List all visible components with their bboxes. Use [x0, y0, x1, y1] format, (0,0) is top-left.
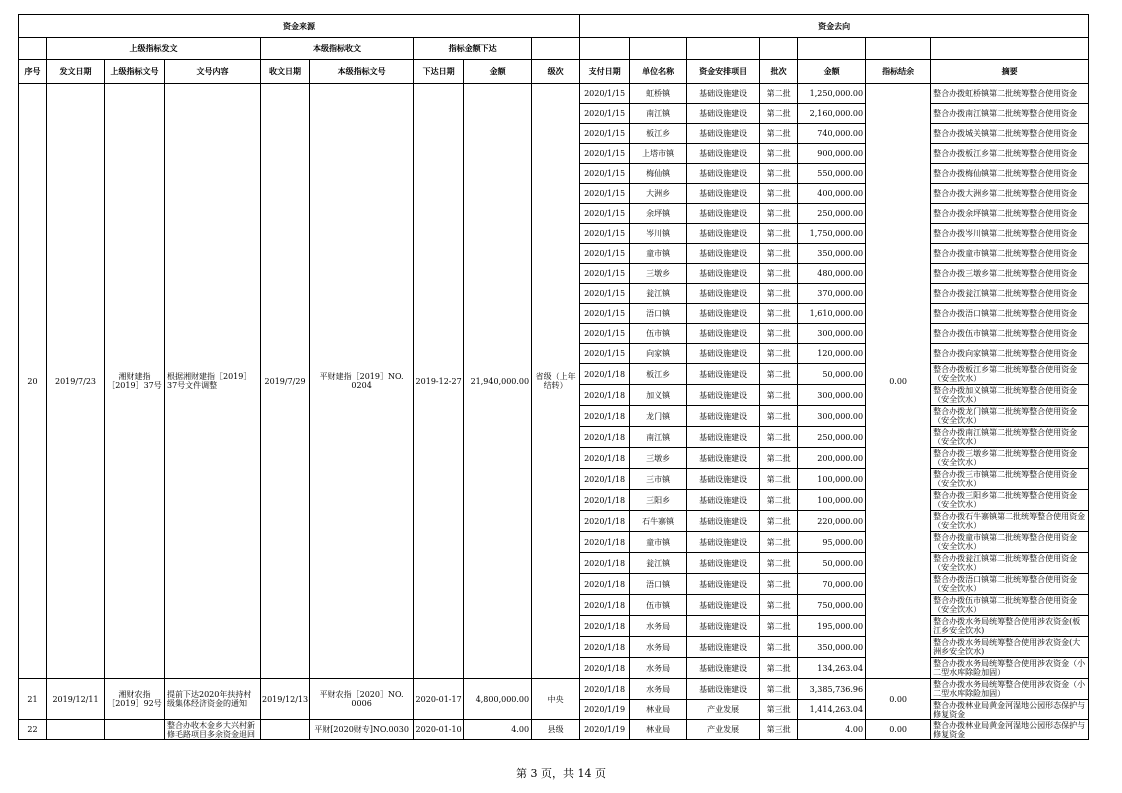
unit-cell: 水务局: [630, 637, 687, 658]
project-cell: 基础设施建设: [687, 344, 760, 364]
local-no-cell: 平财[2020财专]NO.0030: [310, 720, 414, 740]
pay-date-cell: 2020/1/18: [580, 385, 630, 406]
unit-cell: 水务局: [630, 658, 687, 679]
blank-cell: [532, 38, 580, 60]
project-cell: 基础设施建设: [687, 324, 760, 344]
summary-cell: 整合办拨板江乡第二批统筹整合使用资金: [931, 144, 1089, 164]
batch-cell: 第二批: [760, 637, 798, 658]
col-header: 单位名称: [630, 60, 687, 84]
unit-cell: 虹桥镇: [630, 84, 687, 104]
project-cell: 基础设施建设: [687, 124, 760, 144]
pay-date-cell: 2020/1/18: [580, 406, 630, 427]
unit-cell: 南江镇: [630, 104, 687, 124]
summary-cell: 整合办拨伍市镇第二批统筹整合使用资金（安全饮水）: [931, 595, 1089, 616]
pay-date-cell: 2020/1/18: [580, 469, 630, 490]
local-no-cell: 平财建指［2019］NO. 0204: [310, 84, 414, 679]
blank-cell: [760, 38, 798, 60]
unit-cell: 瓮江镇: [630, 284, 687, 304]
pay-amount-cell: 550,000.00: [798, 164, 866, 184]
pay-date-cell: 2020/1/15: [580, 304, 630, 324]
unit-cell: 水务局: [630, 616, 687, 637]
batch-cell: 第二批: [760, 224, 798, 244]
pay-amount-cell: 100,000.00: [798, 490, 866, 511]
unit-cell: 龙门镇: [630, 406, 687, 427]
pay-amount-cell: 480,000.00: [798, 264, 866, 284]
pay-date-cell: 2020/1/18: [580, 679, 630, 700]
content-cell: 根据湘财建指［2019］37号文件调整: [165, 84, 261, 679]
summary-cell: 整合办拨瓮江镇第二批统筹整合使用资金（安全饮水）: [931, 553, 1089, 574]
summary-cell: 整合办拨童市镇第二批统筹整合使用资金: [931, 244, 1089, 264]
unit-cell: 伍市镇: [630, 324, 687, 344]
unit-cell: 三墩乡: [630, 448, 687, 469]
pay-amount-cell: 200,000.00: [798, 448, 866, 469]
project-cell: 基础设施建设: [687, 490, 760, 511]
project-cell: 基础设施建设: [687, 364, 760, 385]
project-cell: 基础设施建设: [687, 104, 760, 124]
batch-cell: 第三批: [760, 700, 798, 720]
project-cell: 基础设施建设: [687, 264, 760, 284]
project-cell: 基础设施建设: [687, 144, 760, 164]
batch-cell: 第二批: [760, 553, 798, 574]
batch-cell: 第二批: [760, 511, 798, 532]
project-cell: 基础设施建设: [687, 385, 760, 406]
unit-cell: 向家镇: [630, 344, 687, 364]
summary-cell: 整合办拨南江镇第二批统筹整合使用资金（安全饮水）: [931, 427, 1089, 448]
project-cell: 基础设施建设: [687, 427, 760, 448]
unit-cell: 梅仙镇: [630, 164, 687, 184]
batch-cell: 第二批: [760, 616, 798, 637]
pay-date-cell: 2020/1/18: [580, 427, 630, 448]
batch-cell: 第二批: [760, 144, 798, 164]
pay-date-cell: 2020/1/18: [580, 574, 630, 595]
pay-amount-cell: 50,000.00: [798, 364, 866, 385]
batch-cell: 第二批: [760, 364, 798, 385]
project-cell: 基础设施建设: [687, 658, 760, 679]
unit-cell: 林业局: [630, 720, 687, 740]
summary-cell: 整合办拨三市镇第二批统筹整合使用资金（安全饮水）: [931, 469, 1089, 490]
destination-header: 资金去向: [580, 15, 1089, 38]
col-header: 级次: [532, 60, 580, 84]
source-header: 资金来源: [19, 15, 580, 38]
pay-amount-cell: 350,000.00: [798, 244, 866, 264]
batch-cell: 第二批: [760, 448, 798, 469]
pay-date-cell: 2020/1/18: [580, 364, 630, 385]
summary-cell: 整合办拨瓮江镇第二批统筹整合使用资金: [931, 284, 1089, 304]
pay-date-cell: 2020/1/15: [580, 164, 630, 184]
pay-date-cell: 2020/1/15: [580, 204, 630, 224]
blank-cell: [931, 38, 1089, 60]
summary-cell: 整合办拨大洲乡第二批统筹整合使用资金: [931, 184, 1089, 204]
batch-cell: 第二批: [760, 104, 798, 124]
table-row: [19, 84, 1089, 104]
pay-amount-cell: 300,000.00: [798, 324, 866, 344]
project-cell: 产业发展: [687, 720, 760, 740]
blank-cell: [687, 38, 760, 60]
pay-date-cell: 2020/1/19: [580, 720, 630, 740]
unit-cell: 三市镇: [630, 469, 687, 490]
pay-amount-cell: 300,000.00: [798, 406, 866, 427]
local-header: 本级指标收文: [261, 38, 414, 60]
summary-cell: 整合办拨石牛寨镇第二批统筹整合使用资金（安全饮水）: [931, 511, 1089, 532]
summary-cell: 整合办拨童市镇第二批统筹整合使用资金（安全饮水）: [931, 532, 1089, 553]
summary-cell: 整合办拨余坪镇第二批统筹整合使用资金: [931, 204, 1089, 224]
pay-date-cell: 2020/1/19: [580, 700, 630, 720]
batch-cell: 第二批: [760, 264, 798, 284]
pay-amount-cell: 70,000.00: [798, 574, 866, 595]
local-no-cell: 平财农指［2020］NO. 0006: [310, 679, 414, 720]
unit-cell: 伍市镇: [630, 595, 687, 616]
pay-amount-cell: 50,000.00: [798, 553, 866, 574]
col-header: 序号: [19, 60, 47, 84]
batch-cell: 第二批: [760, 204, 798, 224]
pay-amount-cell: 400,000.00: [798, 184, 866, 204]
pay-amount-cell: 1,414,263.04: [798, 700, 866, 720]
issue-date-cell: [47, 720, 105, 740]
pay-date-cell: 2020/1/15: [580, 144, 630, 164]
seq-cell: 20: [19, 84, 47, 679]
project-cell: 基础设施建设: [687, 184, 760, 204]
pay-date-cell: 2020/1/15: [580, 104, 630, 124]
summary-cell: 整合办拨水务局统筹整合使用涉农资金(板江乡安全饮水): [931, 616, 1089, 637]
unit-cell: 余坪镇: [630, 204, 687, 224]
col-header: 金额: [798, 60, 866, 84]
summary-cell: 整合办拨加义镇第二批统筹整合使用资金（安全饮水）: [931, 385, 1089, 406]
pay-date-cell: 2020/1/18: [580, 616, 630, 637]
batch-cell: 第二批: [760, 406, 798, 427]
release-date-cell: 2019-12-27: [414, 84, 464, 679]
pay-amount-cell: 350,000.00: [798, 637, 866, 658]
summary-cell: 整合办拨城关镇第二批统筹整合使用资金: [931, 124, 1089, 144]
content-cell: 提前下达2020年扶持村级集体经济资金的通知: [165, 679, 261, 720]
summary-cell: 整合办拨水务局统筹整合使用涉农资金(大洲乡安全饮水): [931, 637, 1089, 658]
summary-cell: 整合办拨梅仙镇第二批统筹整合使用资金: [931, 164, 1089, 184]
amount-cell: 4,800,000.00: [464, 679, 532, 720]
pay-date-cell: 2020/1/18: [580, 511, 630, 532]
content-cell: 整合办收木金乡大兴村新修毛路项目多余资金退回: [165, 720, 261, 740]
batch-cell: 第二批: [760, 490, 798, 511]
summary-cell: 整合办拨林业局黄金河湿地公园形态保护与修复资金: [931, 720, 1089, 740]
blank-cell: [19, 38, 47, 60]
level-cell: 县级: [532, 720, 580, 740]
ledger-body: [19, 84, 1089, 740]
page-footer: 第 3 页，共 14 页: [516, 767, 606, 780]
summary-cell: 整合办拨三墩乡第二批统筹整合使用资金（安全饮水）: [931, 448, 1089, 469]
pay-amount-cell: 250,000.00: [798, 204, 866, 224]
pay-date-cell: 2020/1/18: [580, 448, 630, 469]
unit-cell: 童市镇: [630, 532, 687, 553]
receive-date-cell: 2019/12/13: [261, 679, 310, 720]
receive-date-cell: 2019/7/29: [261, 84, 310, 679]
balance-cell: 0.00: [866, 84, 931, 679]
superior-no-cell: [105, 720, 165, 740]
pay-amount-cell: 370,000.00: [798, 284, 866, 304]
batch-cell: 第二批: [760, 324, 798, 344]
seq-cell: 21: [19, 679, 47, 720]
project-cell: 基础设施建设: [687, 469, 760, 490]
pay-amount-cell: 1,750,000.00: [798, 224, 866, 244]
unit-cell: 三阳乡: [630, 490, 687, 511]
project-cell: 基础设施建设: [687, 553, 760, 574]
table-row: [19, 720, 1089, 740]
batch-cell: 第二批: [760, 532, 798, 553]
project-cell: 基础设施建设: [687, 616, 760, 637]
summary-cell: 整合办拨板江乡第二批统筹整合使用资金（安全饮水）: [931, 364, 1089, 385]
project-cell: 产业发展: [687, 700, 760, 720]
unit-cell: 上塔市镇: [630, 144, 687, 164]
summary-cell: 整合办拨三墩乡第二批统筹整合使用资金: [931, 264, 1089, 284]
col-header: 文号内容: [165, 60, 261, 84]
summary-cell: 整合办拨虹桥镇第二批统筹整合使用资金: [931, 84, 1089, 104]
unit-cell: 大洲乡: [630, 184, 687, 204]
pay-date-cell: 2020/1/18: [580, 553, 630, 574]
project-cell: 基础设施建设: [687, 224, 760, 244]
summary-cell: 整合办拨水务局统筹整合使用涉农资金（小二型水库除险加固）: [931, 658, 1089, 679]
summary-cell: 整合办拨南江镇第二批统筹整合使用资金: [931, 104, 1089, 124]
project-cell: 基础设施建设: [687, 84, 760, 104]
summary-cell: 整合办拨浯口镇第二批统筹整合使用资金（安全饮水）: [931, 574, 1089, 595]
superior-header: 上级指标发文: [47, 38, 261, 60]
pay-amount-cell: 4.00: [798, 720, 866, 740]
pay-amount-cell: 195,000.00: [798, 616, 866, 637]
batch-cell: 第二批: [760, 469, 798, 490]
project-cell: 基础设施建设: [687, 637, 760, 658]
unit-cell: 水务局: [630, 679, 687, 700]
batch-cell: 第二批: [760, 344, 798, 364]
pay-date-cell: 2020/1/15: [580, 124, 630, 144]
issue-date-cell: 2019/7/23: [47, 84, 105, 679]
pay-date-cell: 2020/1/18: [580, 595, 630, 616]
project-cell: 基础设施建设: [687, 511, 760, 532]
pay-amount-cell: 120,000.00: [798, 344, 866, 364]
summary-cell: 整合办拨林业局黄金河湿地公园形态保护与修复资金: [931, 700, 1089, 720]
summary-cell: 整合办拨岑川镇第二批统筹整合使用资金: [931, 224, 1089, 244]
project-cell: 基础设施建设: [687, 406, 760, 427]
batch-cell: 第二批: [760, 184, 798, 204]
unit-cell: 板江乡: [630, 124, 687, 144]
col-header: 本级指标文号: [310, 60, 414, 84]
unit-cell: 岑川镇: [630, 224, 687, 244]
project-cell: 基础设施建设: [687, 304, 760, 324]
pay-amount-cell: 1,250,000.00: [798, 84, 866, 104]
batch-cell: 第二批: [760, 304, 798, 324]
receive-date-cell: [261, 720, 310, 740]
unit-cell: 加义镇: [630, 385, 687, 406]
project-cell: 基础设施建设: [687, 284, 760, 304]
level-cell: 省级（上年结转）: [532, 84, 580, 679]
col-header: 下达日期: [414, 60, 464, 84]
summary-cell: 整合办拨龙门镇第二批统筹整合使用资金（安全饮水）: [931, 406, 1089, 427]
blank-cell: [798, 38, 866, 60]
blank-cell: [866, 38, 931, 60]
unit-cell: 浯口镇: [630, 304, 687, 324]
batch-cell: 第三批: [760, 720, 798, 740]
unit-cell: 三墩乡: [630, 264, 687, 284]
batch-cell: 第二批: [760, 658, 798, 679]
batch-cell: 第二批: [760, 427, 798, 448]
pay-date-cell: 2020/1/18: [580, 532, 630, 553]
pay-date-cell: 2020/1/15: [580, 324, 630, 344]
pay-amount-cell: 134,263.04: [798, 658, 866, 679]
pay-date-cell: 2020/1/15: [580, 84, 630, 104]
pay-amount-cell: 95,000.00: [798, 532, 866, 553]
pay-amount-cell: 2,160,000.00: [798, 104, 866, 124]
col-header: 批次: [760, 60, 798, 84]
blank-cell: [580, 38, 630, 60]
pay-amount-cell: 3,385,736.96: [798, 679, 866, 700]
summary-cell: 整合办拨向家镇第二批统筹整合使用资金: [931, 344, 1089, 364]
project-cell: 基础设施建设: [687, 204, 760, 224]
summary-cell: 整合办拨伍市镇第二批统筹整合使用资金: [931, 324, 1089, 344]
batch-cell: 第二批: [760, 124, 798, 144]
unit-cell: 板江乡: [630, 364, 687, 385]
unit-cell: 童市镇: [630, 244, 687, 264]
col-header: 收文日期: [261, 60, 310, 84]
pay-amount-cell: 740,000.00: [798, 124, 866, 144]
col-header: 摘要: [931, 60, 1089, 84]
release-date-cell: 2020-01-17: [414, 679, 464, 720]
pay-date-cell: 2020/1/18: [580, 658, 630, 679]
project-cell: 基础设施建设: [687, 244, 760, 264]
project-cell: 基础设施建设: [687, 595, 760, 616]
col-header: 上级指标文号: [105, 60, 165, 84]
level-cell: 中央: [532, 679, 580, 720]
col-header: 金额: [464, 60, 532, 84]
batch-cell: 第二批: [760, 385, 798, 406]
pay-amount-cell: 220,000.00: [798, 511, 866, 532]
col-header: 发文日期: [47, 60, 105, 84]
pay-date-cell: 2020/1/15: [580, 284, 630, 304]
amount-cell: 4.00: [464, 720, 532, 740]
issue-header: 指标金额下达: [414, 38, 532, 60]
batch-cell: 第二批: [760, 164, 798, 184]
col-header: 支付日期: [580, 60, 630, 84]
batch-cell: 第二批: [760, 574, 798, 595]
balance-cell: 0.00: [866, 720, 931, 740]
pay-amount-cell: 300,000.00: [798, 385, 866, 406]
unit-cell: 林业局: [630, 700, 687, 720]
blank-cell: [630, 38, 687, 60]
unit-cell: 石牛寨镇: [630, 511, 687, 532]
pay-amount-cell: 250,000.00: [798, 427, 866, 448]
unit-cell: 南江镇: [630, 427, 687, 448]
batch-cell: 第二批: [760, 244, 798, 264]
amount-cell: 21,940,000.00: [464, 84, 532, 679]
summary-cell: 整合办拨三阳乡第二批统筹整合使用资金（安全饮水）: [931, 490, 1089, 511]
pay-amount-cell: 100,000.00: [798, 469, 866, 490]
seq-cell: 22: [19, 720, 47, 740]
balance-cell: 0.00: [866, 679, 931, 720]
fund-ledger-table: [18, 14, 1089, 740]
release-date-cell: 2020-01-10: [414, 720, 464, 740]
unit-cell: 浯口镇: [630, 574, 687, 595]
batch-cell: 第二批: [760, 84, 798, 104]
pay-date-cell: 2020/1/15: [580, 224, 630, 244]
batch-cell: 第二批: [760, 284, 798, 304]
pay-date-cell: 2020/1/18: [580, 490, 630, 511]
unit-cell: 瓮江镇: [630, 553, 687, 574]
project-cell: 基础设施建设: [687, 532, 760, 553]
summary-cell: 整合办拨水务局统筹整合使用涉农资金（小二型水库除险加固）: [931, 679, 1089, 700]
pay-date-cell: 2020/1/15: [580, 264, 630, 284]
superior-no-cell: 湘财建指［2019］37号: [105, 84, 165, 679]
pay-amount-cell: 900,000.00: [798, 144, 866, 164]
project-cell: 基础设施建设: [687, 679, 760, 700]
project-cell: 基础设施建设: [687, 164, 760, 184]
pay-date-cell: 2020/1/15: [580, 344, 630, 364]
pay-date-cell: 2020/1/15: [580, 244, 630, 264]
issue-date-cell: 2019/12/11: [47, 679, 105, 720]
summary-cell: 整合办拨浯口镇第二批统筹整合使用资金: [931, 304, 1089, 324]
project-cell: 基础设施建设: [687, 448, 760, 469]
col-header: 资金安排项目: [687, 60, 760, 84]
pay-amount-cell: 1,610,000.00: [798, 304, 866, 324]
superior-no-cell: 湘财农指［2019］92号: [105, 679, 165, 720]
col-header: 指标结余: [866, 60, 931, 84]
batch-cell: 第二批: [760, 679, 798, 700]
project-cell: 基础设施建设: [687, 574, 760, 595]
pay-amount-cell: 750,000.00: [798, 595, 866, 616]
pay-date-cell: 2020/1/15: [580, 184, 630, 204]
table-row: [19, 679, 1089, 700]
pay-date-cell: 2020/1/18: [580, 637, 630, 658]
batch-cell: 第二批: [760, 595, 798, 616]
